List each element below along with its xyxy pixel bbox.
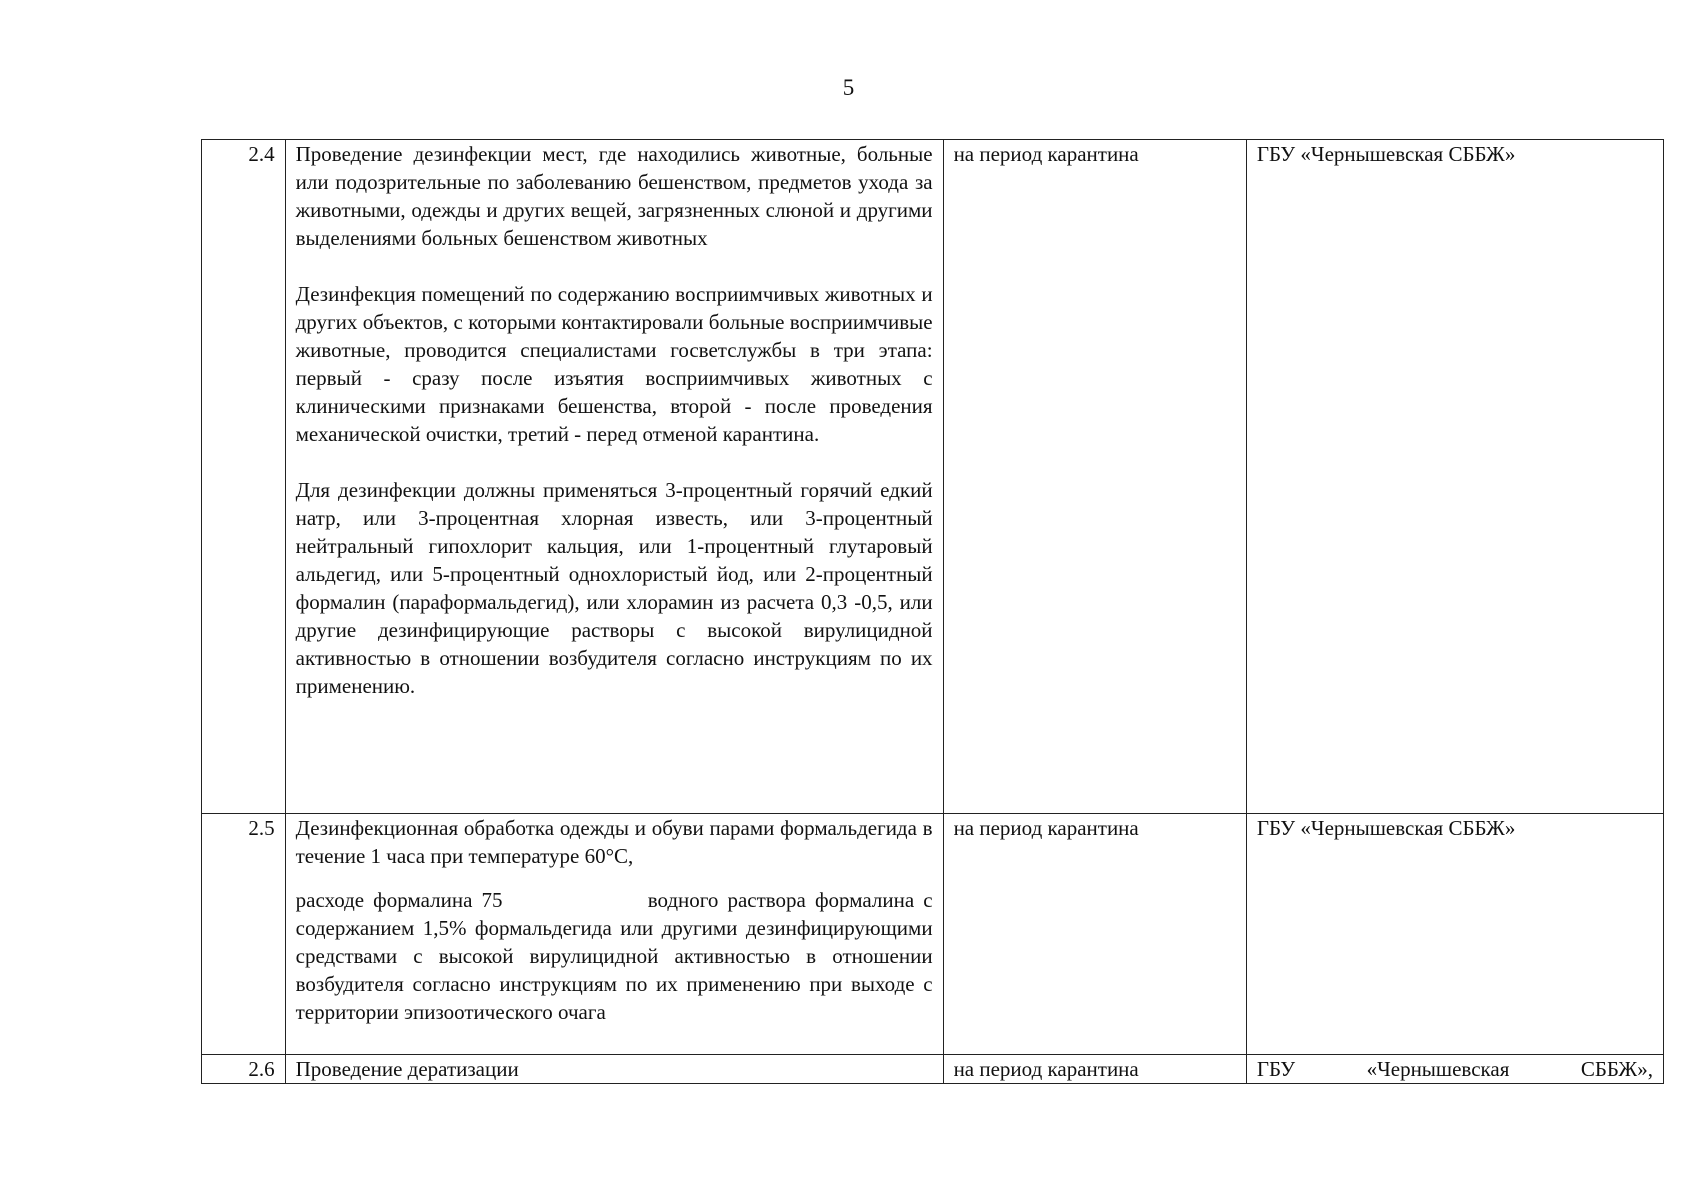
term-cell: на период карантина	[943, 140, 1246, 814]
description-paragraph: Для дезинфекции должны применяться 3-процентный горячий едкий натр, или 3-процентная хлорная известь, или 3-процентный нейтральный гипохлорит кальция, или 1-процентный глутаровый альдегид, или 5-процентный однохлористый йод, или 2-процентный формалин (параформальдегид), или хлорамин из расчета 0,3 -0,5, или другие дезинфицирующие растворы с высокой вирулицидной активностью в отношении возбудителя согласно инструкциям по их применению.	[295, 478, 933, 698]
table-row	[202, 1055, 1664, 1084]
table-row	[202, 140, 1664, 814]
description-paragraph: расходе формалина 75 водного раствора формалина с содержанием 1,5% формальдегида или другими дезинфицирующими средствами с высокой вирулицидной активностью в отношении возбудителя согласно инструкциям по их применению при выходе с территории эпизоотического очага	[295, 888, 938, 1024]
description-paragraph: Дезинфекционная обработка одежды и обуви парами формальдегида в течение 1 часа при температуре 60°C,	[295, 816, 933, 868]
description-paragraph: Проведение дератизации	[295, 1057, 519, 1081]
responsible-org: ГБУ «Чернышевская СББЖ»	[1246, 814, 1663, 1055]
description-paragraph: Проведение дезинфекции мест, где находились животные, больные или подозрительные по заболеванию бешенством, предметов ухода за животными, одежды и других вещей, загрязненных слюной и другими выделениями больных бешенством животных	[295, 142, 933, 250]
measure-description	[285, 814, 943, 1055]
measures-table	[201, 139, 1664, 1084]
responsible-org: ГБУ «Чернышевская СББЖ»	[1246, 140, 1663, 814]
measure-description	[285, 1055, 943, 1084]
responsible-org: ГБУ «Чернышевская СББЖ»,	[1246, 1055, 1663, 1084]
description-paragraph: Дезинфекция помещений по содержанию восприимчивых животных и других объектов, с которыми контактировали больные восприимчивые животные, проводится специалистами госветслужбы в три этапа: первый - сразу после изъятия восприимчивых животных с клиническими признаками бешенства, второй - после проведения механической очистки, третий - перед отменой карантина.	[295, 282, 933, 446]
page-number: 5	[842, 75, 855, 100]
row-number: 2.5	[202, 814, 286, 1055]
term-cell: на период карантина	[943, 814, 1246, 1055]
row-number: 2.6	[202, 1055, 286, 1084]
table-row	[202, 814, 1664, 1055]
term-cell: на период карантина	[943, 1055, 1246, 1084]
measure-description	[285, 140, 943, 814]
row-number: 2.4	[202, 140, 286, 814]
